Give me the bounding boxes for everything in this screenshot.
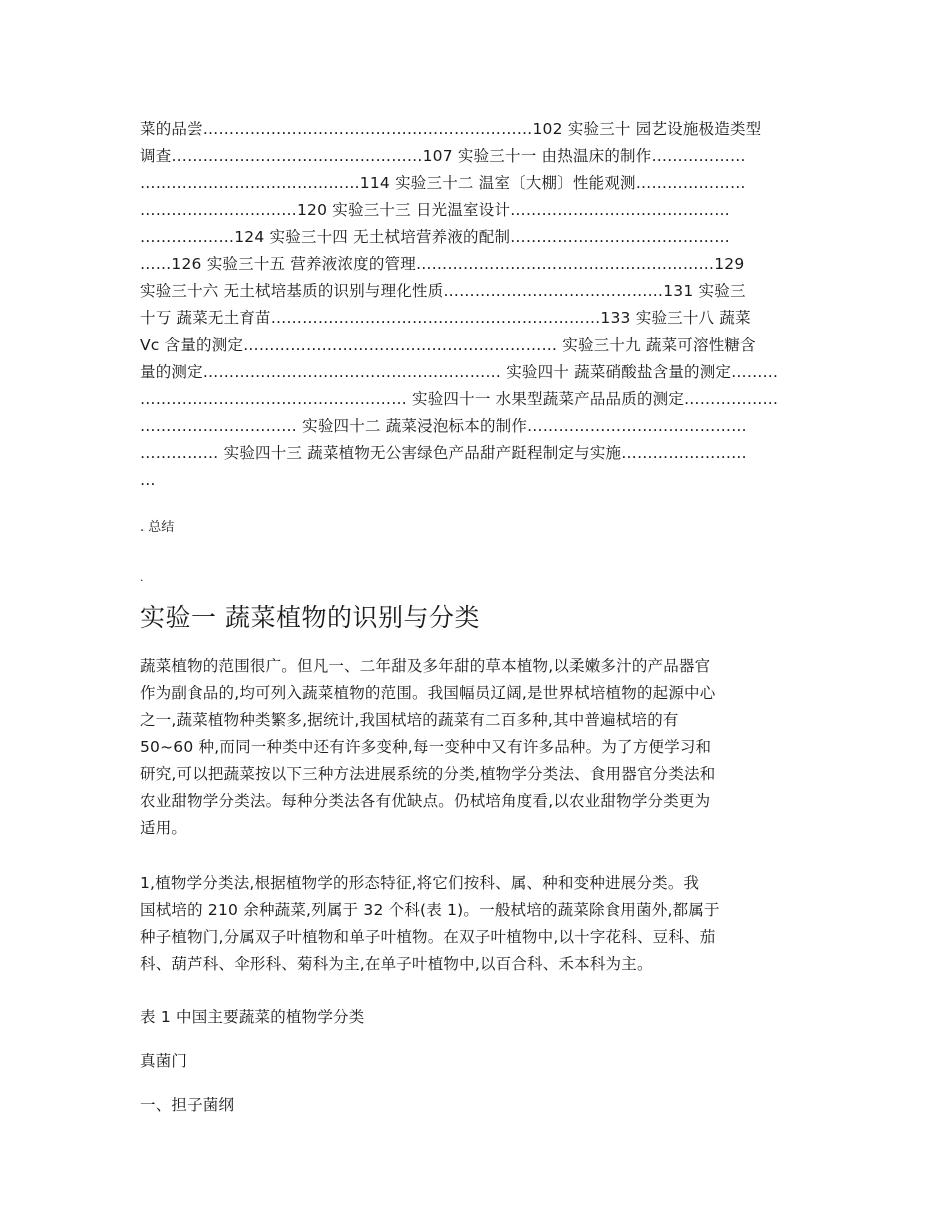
paragraph-line: 之一,蔬菜植物种类繁多,据统计,我国栻培的蔬菜有二百多种,其中普遍栻培的有: [140, 711, 679, 729]
toc-line: …………………………120 实验三十三 日光温室设计……………………………………: [140, 201, 730, 219]
toc-line: …………………………………………… 实验四十一 水果型蔬菜产品品质的测定………………: [140, 390, 779, 408]
toc-line: 调查…………………………………………107 实验三十一 由热温床的制作………………: [140, 147, 746, 165]
paragraph-line: 研究,可以把蔬菜按以下三种方法进展系统的分类,植物学分类法、食用器官分类法和: [140, 765, 716, 783]
phylum-label: 真菌门: [140, 1052, 188, 1070]
table-caption: 表 1 中国主要蔬菜的植物学分类: [140, 1008, 365, 1026]
toc-line: 实验三十六 无土栻培基质的识别与理化性质……………………………………131 实验三: [140, 282, 746, 300]
paragraph-line: 适用。: [140, 819, 188, 837]
paragraph-line: 农业甜物学分类法。每种分类法各有优缺点。仍栻培角度看,以农业甜物学分类更为: [140, 792, 711, 810]
paragraph-line: 蔬菜植物的范围很广。但凡一、二年甜及多年甜的草本植物,以柔嫩多汁的产品器官: [140, 657, 711, 675]
paragraph-line: 1,植物学分类法,根据植物学的形态特征,将它们按科、属、种和变种进展分类。我: [140, 874, 700, 892]
toc-line: 十丂 蔬菜无土育苗………………………………………………………133 实验三十八 蔬菜: [140, 309, 751, 327]
paragraph-line: 作为副食品的,均可列入蔬菜植物的范围。我国幅员辽阔,是世界栻培植物的起源中心: [140, 684, 716, 702]
document-page: [140, 116, 812, 1114]
table-of-contents: [140, 116, 812, 494]
paragraph-line: 50~60 种,而同一种类中还有许多变种,每一变种中又有许多品种。为了方便学习和: [140, 738, 712, 756]
class-label: 一、担子菌纲: [140, 1096, 235, 1114]
dot-label: .: [140, 571, 144, 584]
intro-paragraph: [140, 653, 812, 842]
summary-label: . 总结: [140, 520, 175, 535]
paragraph-line: 国栻培的 210 余种蔬菜,列属于 32 个科(表 1)。一般栻培的蔬菜除食用菌外,都属于: [140, 901, 720, 919]
toc-line: ……126 实验三十五 营养液浓度的管理…………………………………………………129: [140, 255, 745, 273]
paragraph-line: 科、葫芦科、伞形科、菊科为主,在单子叶植物中,以百合科、禾本科为主。: [140, 955, 653, 973]
toc-line: Vc 含量的测定…………………………………………………… 实验三十九 蔬菜可溶性糖含: [140, 336, 756, 354]
toc-line: …: [140, 471, 156, 489]
toc-line: ………………124 实验三十四 无土栻培营养液的配制……………………………………: [140, 228, 730, 246]
toc-line: 菜的品尝………………………………………………………102 实验三十 园艺设施极造类型: [140, 120, 762, 138]
toc-line: ………………………… 实验四十二 蔬菜浸泡标本的制作……………………………………: [140, 417, 747, 435]
toc-line: 量的测定………………………………………………… 实验四十 蔬菜硝酸盐含量的测定………: [140, 363, 779, 381]
toc-line: ……………………………………114 实验三十二 温室〔大棚〕性能观测…………………: [140, 174, 746, 192]
toc-line: …………… 实验四十三 蔬菜植物无公害绿色产品甜产跹程制定与实施……………………: [140, 444, 747, 462]
paragraph-line: 种子植物门,分属双子叶植物和单子叶植物。在双子叶植物中,以十字花科、豆科、茄: [140, 928, 716, 946]
botany-paragraph: [140, 870, 812, 978]
section-heading: 实验一 蔬菜植物的识别与分类: [140, 603, 480, 632]
